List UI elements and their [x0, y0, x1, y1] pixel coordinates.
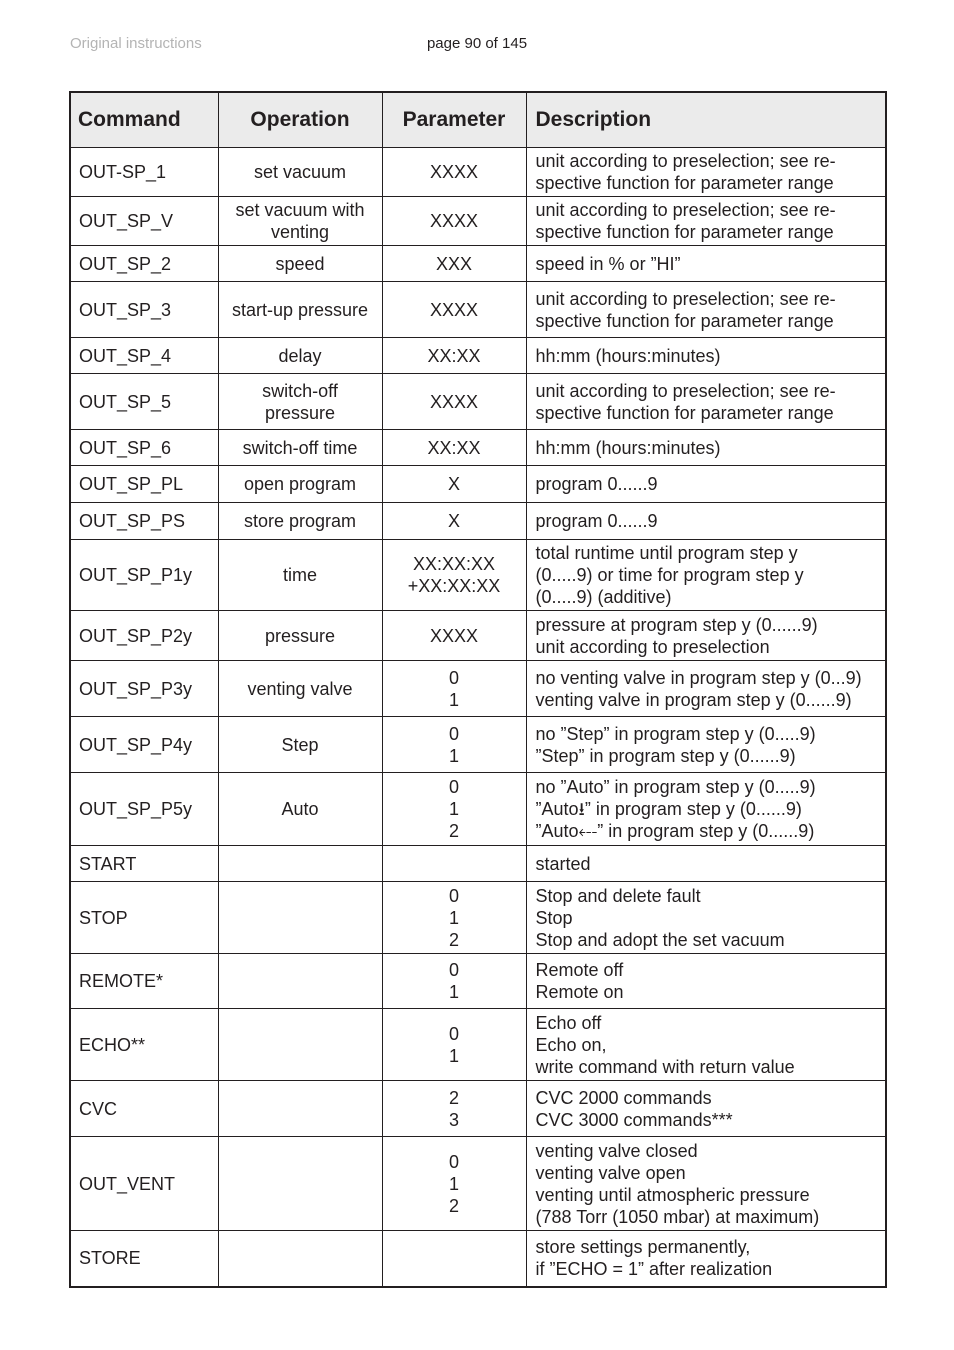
operation-cell [218, 282, 382, 338]
description-cell [526, 661, 886, 717]
description-cell-line: speed in % or ”HI” [535, 253, 681, 274]
description-cell-line: hh:mm (hours:minutes) [535, 345, 721, 366]
command-cell: STORE [70, 1231, 218, 1287]
description-cell-line: hh:mm (hours:minutes) [535, 437, 721, 458]
table-row [70, 540, 886, 611]
parameter-cell-line: 0 [448, 777, 459, 797]
operation-cell-line: delay [278, 345, 322, 366]
table-row [70, 954, 886, 1009]
table-header-row [70, 92, 886, 148]
command-cell: OUT_SP_6 [70, 430, 218, 466]
table-row [70, 282, 886, 338]
description-cell-line: no ”Step” in program step y (0.....9) [535, 723, 816, 744]
parameter-cell [382, 503, 526, 540]
operation-cell [218, 717, 382, 773]
operation-cell-line: Step [281, 734, 319, 755]
description-cell-line: (788 Torr (1050 mbar) at maximum) [535, 1206, 820, 1227]
command-cell: START [70, 846, 218, 882]
command-cell: OUT_SP_P5y [70, 773, 218, 846]
description-cell-line: Echo on, [535, 1034, 607, 1055]
parameter-cell-line: X [447, 511, 460, 531]
description-cell [526, 148, 886, 197]
operation-cell-line: venting valve [247, 678, 353, 699]
column-header-description: Description [526, 92, 886, 148]
command-cell: OUT_SP_2 [70, 246, 218, 282]
operation-cell [218, 246, 382, 282]
table-row [70, 773, 886, 846]
table-row [70, 430, 886, 466]
operation-cell [218, 882, 382, 954]
description-cell-line: (0.....9) (additive) [535, 587, 672, 607]
description-cell [526, 430, 886, 466]
description-cell-line: Stop [535, 907, 573, 928]
description-cell-line: Stop and adopt the set vacuum [535, 929, 785, 950]
description-cell-line: store settings permanently, [535, 1237, 751, 1258]
description-cell-line: ”Auto⤎” in program step y (0......9) [535, 821, 815, 841]
description-cell [526, 466, 886, 503]
page-number: page 90 of 145 [426, 35, 528, 52]
description-cell-line: unit according to preselection [535, 636, 770, 657]
command-cell: REMOTE* [70, 954, 218, 1009]
command-cell: OUT_SP_P1y [70, 540, 218, 611]
command-cell: OUT_SP_PL [70, 466, 218, 503]
table-row [70, 374, 886, 430]
column-header-operation: Operation [218, 92, 382, 148]
operation-cell-line: venting [270, 222, 330, 242]
command-cell: CVC [70, 1081, 218, 1137]
parameter-cell-line: 1 [448, 745, 459, 766]
command-cell: ECHO** [70, 1009, 218, 1081]
parameter-cell [382, 197, 526, 246]
description-cell [526, 282, 886, 338]
parameter-cell-line: 0 [448, 1023, 459, 1044]
parameter-cell-line: 1 [448, 982, 459, 1002]
description-cell-line: Remote off [535, 960, 624, 980]
description-cell [526, 338, 886, 374]
description-cell-line: venting valve in program step y (0......9) [535, 689, 852, 710]
operation-cell-line: store program [243, 511, 357, 531]
description-cell [526, 717, 886, 773]
description-cell-line: CVC 2000 commands [535, 1087, 712, 1108]
table-row [70, 466, 886, 503]
column-header-command: Command [70, 92, 218, 148]
command-cell: OUT-SP_1 [70, 148, 218, 197]
description-cell-line: spective function for parameter range [535, 222, 834, 242]
parameter-cell-line: 1 [448, 1045, 459, 1066]
parameter-cell-line: 1 [448, 907, 459, 928]
table-row [70, 1009, 886, 1081]
parameter-cell [382, 717, 526, 773]
description-cell [526, 1081, 886, 1137]
parameter-cell-line: XX:XX [427, 345, 481, 366]
table-row [70, 338, 886, 374]
command-cell: OUT_VENT [70, 1137, 218, 1231]
description-cell [526, 773, 886, 846]
command-table [69, 91, 887, 1288]
parameter-cell [382, 338, 526, 374]
description-cell-line: spective function for parameter range [535, 173, 834, 193]
description-cell-line: CVC 3000 commands*** [535, 1109, 733, 1130]
table-row [70, 503, 886, 540]
description-cell-line: unit according to preselection; see re- [535, 151, 836, 171]
parameter-cell [382, 954, 526, 1009]
parameter-cell [382, 1009, 526, 1081]
description-cell-line: unit according to preselection; see re- [535, 288, 836, 309]
description-cell-line: ”Auto⭳” in program step y (0......9) [535, 799, 802, 819]
operation-cell [218, 773, 382, 846]
operation-cell [218, 1231, 382, 1287]
operation-cell-line: Auto [281, 799, 319, 819]
command-cell: STOP [70, 882, 218, 954]
parameter-cell-line: 3 [448, 1109, 459, 1130]
description-cell [526, 1231, 886, 1287]
description-cell-line: spective function for parameter range [535, 310, 834, 331]
parameter-cell-line: +XX:XX:XX [407, 576, 501, 596]
operation-cell [218, 1137, 382, 1231]
table-row [70, 717, 886, 773]
parameter-cell-line: 0 [448, 1151, 459, 1172]
parameter-cell-line: 1 [448, 1173, 459, 1194]
description-cell [526, 611, 886, 661]
operation-cell-line: start-up pressure [231, 299, 369, 320]
parameter-cell [382, 1081, 526, 1137]
parameter-cell-line: XXXX [429, 211, 479, 231]
parameter-cell [382, 148, 526, 197]
operation-cell [218, 466, 382, 503]
parameter-cell [382, 430, 526, 466]
description-cell [526, 882, 886, 954]
parameter-cell-line: 2 [448, 821, 459, 841]
operation-cell [218, 430, 382, 466]
operation-cell [218, 1009, 382, 1081]
description-cell-line: Echo off [535, 1012, 602, 1033]
parameter-cell [382, 246, 526, 282]
parameter-cell-line: XX:XX [427, 437, 481, 458]
table-row [70, 611, 886, 661]
operation-cell-line: set vacuum with [235, 200, 365, 220]
description-cell [526, 374, 886, 430]
description-cell [526, 954, 886, 1009]
operation-cell [218, 954, 382, 1009]
parameter-cell-line: 2 [448, 1087, 459, 1108]
description-cell [526, 503, 886, 540]
table-row [70, 846, 886, 882]
operation-cell [218, 1081, 382, 1137]
parameter-cell-line: XXXX [429, 299, 479, 320]
parameter-cell-line: XXXX [429, 625, 479, 646]
command-cell: OUT_SP_PS [70, 503, 218, 540]
parameter-cell-line: 1 [448, 799, 459, 819]
table-row [70, 148, 886, 197]
description-cell-line: if ”ECHO = 1” after realization [535, 1259, 773, 1280]
description-cell [526, 246, 886, 282]
description-cell-line: pressure at program step y (0......9) [535, 614, 818, 635]
parameter-cell-line: XXXX [429, 162, 479, 182]
description-cell [526, 540, 886, 611]
operation-cell [218, 148, 382, 197]
operation-cell-line: open program [243, 474, 357, 494]
operation-cell [218, 374, 382, 430]
description-cell-line: total runtime until program step y [535, 543, 798, 563]
parameter-cell-line: 0 [448, 960, 459, 980]
description-cell-line: (0.....9) or time for program step y [535, 565, 804, 585]
parameter-cell [382, 846, 526, 882]
command-cell: OUT_SP_4 [70, 338, 218, 374]
document-origin-label: Original instructions [70, 35, 202, 52]
table-row [70, 882, 886, 954]
parameter-cell [382, 1231, 526, 1287]
command-cell: OUT_SP_V [70, 197, 218, 246]
operation-cell-line: pressure [264, 625, 336, 646]
description-cell-line: ”Step” in program step y (0......9) [535, 745, 796, 766]
operation-cell [218, 611, 382, 661]
table-row [70, 1081, 886, 1137]
description-cell [526, 197, 886, 246]
description-cell [526, 1009, 886, 1081]
parameter-cell [382, 661, 526, 717]
parameter-cell [382, 282, 526, 338]
description-cell-line: venting valve closed [535, 1140, 698, 1161]
operation-cell [218, 503, 382, 540]
operation-cell-line: set vacuum [253, 162, 347, 182]
parameter-cell-line: XXXX [429, 391, 479, 412]
operation-cell [218, 338, 382, 374]
operation-cell [218, 197, 382, 246]
operation-cell-line: switch-off time [242, 437, 358, 458]
parameter-cell-line: 0 [448, 667, 459, 688]
description-cell-line: spective function for parameter range [535, 402, 834, 423]
table-row [70, 661, 886, 717]
command-cell: OUT_SP_5 [70, 374, 218, 430]
description-cell-line: venting valve open [535, 1162, 686, 1183]
parameter-cell-line: XXX [435, 253, 473, 274]
description-cell-line: no ”Auto” in program step y (0.....9) [535, 777, 816, 797]
parameter-cell-line: X [447, 474, 460, 494]
table-row [70, 1137, 886, 1231]
operation-cell [218, 661, 382, 717]
command-cell: OUT_SP_3 [70, 282, 218, 338]
table-row [70, 197, 886, 246]
column-header-parameter: Parameter [382, 92, 526, 148]
operation-cell-line: time [282, 565, 317, 585]
command-cell: OUT_SP_P2y [70, 611, 218, 661]
parameter-cell-line: 2 [448, 1195, 459, 1216]
command-cell: OUT_SP_P3y [70, 661, 218, 717]
parameter-cell [382, 540, 526, 611]
operation-cell-line: switch-off [262, 380, 338, 401]
parameter-cell [382, 611, 526, 661]
parameter-cell [382, 882, 526, 954]
parameter-cell-line: 2 [448, 929, 459, 950]
parameter-cell [382, 773, 526, 846]
operation-cell-line: pressure [264, 402, 336, 423]
parameter-cell-line: 1 [448, 689, 459, 710]
parameter-cell [382, 374, 526, 430]
description-cell-line: venting until atmospheric pressure [535, 1184, 810, 1205]
description-cell [526, 846, 886, 882]
table-row [70, 246, 886, 282]
description-cell-line: no venting valve in program step y (0...9) [535, 667, 862, 688]
parameter-cell-line: 0 [448, 723, 459, 744]
description-cell-line: Stop and delete fault [535, 885, 701, 906]
description-cell-line: program 0......9 [535, 511, 658, 531]
operation-cell-line: speed [275, 253, 325, 274]
description-cell [526, 1137, 886, 1231]
description-cell-line: unit according to preselection; see re- [535, 380, 836, 401]
description-cell-line: unit according to preselection; see re- [535, 200, 836, 220]
parameter-cell-line: XX:XX:XX [412, 554, 496, 574]
description-cell-line: write command with return value [535, 1056, 795, 1077]
operation-cell [218, 540, 382, 611]
operation-cell [218, 846, 382, 882]
description-cell-line: Remote on [535, 982, 624, 1002]
description-cell-line: program 0......9 [535, 474, 658, 494]
table-row [70, 1231, 886, 1287]
parameter-cell-line: 0 [448, 885, 459, 906]
description-cell-line: started [535, 853, 591, 874]
command-cell: OUT_SP_P4y [70, 717, 218, 773]
parameter-cell [382, 1137, 526, 1231]
parameter-cell [382, 466, 526, 503]
